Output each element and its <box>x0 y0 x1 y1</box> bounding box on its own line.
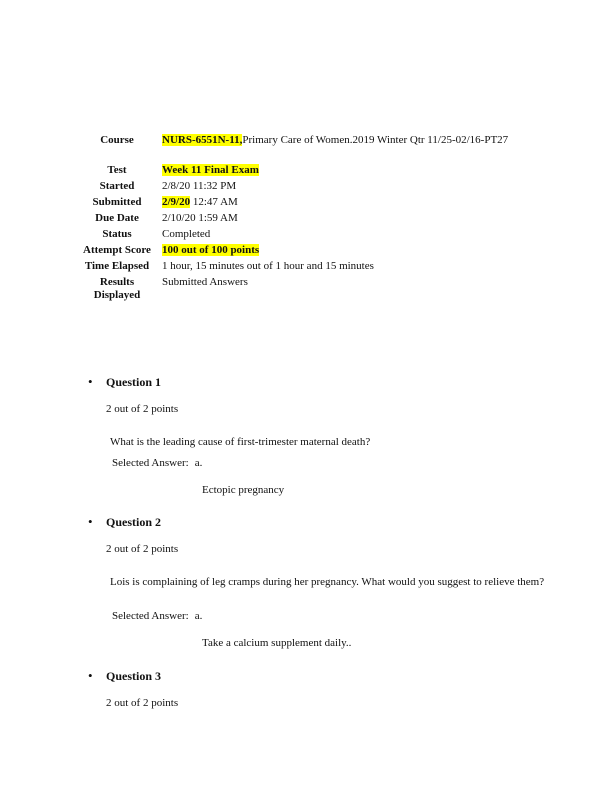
question-text: What is the leading cause of first-trimester maternal death? <box>110 436 371 448</box>
selected-answer-row <box>112 457 202 469</box>
time-elapsed-label: Time Elapsed <box>84 260 150 272</box>
course-value <box>162 134 522 164</box>
question-title: Question 1 <box>106 375 162 389</box>
question-points: 2 out of 2 points <box>106 697 179 709</box>
question-text: Lois is complaining of leg cramps during her pregnancy. What would you suggest to relieve them? <box>110 576 545 588</box>
due-date-label: Due Date <box>95 212 139 224</box>
due-date-value: 2/10/20 1:59 AM <box>162 212 238 224</box>
selected-answer-text: Ectopic pregnancy <box>202 484 285 496</box>
attempt-score-value: 100 out of 100 points <box>162 244 260 256</box>
selected-answer-text: Take a calcium supplement daily.. <box>202 637 352 649</box>
selected-option: a. <box>194 610 203 622</box>
started-label: Started <box>99 180 135 192</box>
test-value: Week 11 Final Exam <box>162 164 259 176</box>
submitted-label: Submitted <box>92 196 142 208</box>
time-elapsed-value: 1 hour, 15 minutes out of 1 hour and 15 minutes <box>162 260 374 272</box>
selected-answer-row <box>112 610 202 622</box>
bullet-icon: • <box>88 668 93 683</box>
test-label: Test <box>107 164 127 176</box>
submitted-date: 2/9/20 <box>162 196 191 208</box>
course-name: Primary Care of Women.2019 Winter Qtr 11/25-02/16-PT27 <box>242 134 509 146</box>
submitted-time: 12:47 AM <box>190 196 238 208</box>
course-label: Course <box>100 134 134 146</box>
question-title: Question 3 <box>106 669 162 683</box>
results-displayed-label: Results Displayed <box>93 276 141 301</box>
question-title: Question 2 <box>106 515 162 529</box>
bullet-icon: • <box>88 374 93 389</box>
attempt-info-table <box>78 134 522 302</box>
status-value: Completed <box>162 228 211 240</box>
selected-option: a. <box>194 457 203 469</box>
selected-answer-label: Selected Answer: <box>112 610 189 622</box>
selected-answer-label: Selected Answer: <box>112 457 189 469</box>
status-label: Status <box>102 228 132 240</box>
attempt-score-label: Attempt Score <box>83 244 151 256</box>
results-displayed-value: Submitted Answers <box>162 276 248 288</box>
course-code: NURS-6551N-11, <box>162 134 243 146</box>
question-points: 2 out of 2 points <box>106 543 179 555</box>
question-points: 2 out of 2 points <box>106 403 179 415</box>
bullet-icon: • <box>88 514 93 529</box>
started-value: 2/8/20 11:32 PM <box>162 180 237 192</box>
